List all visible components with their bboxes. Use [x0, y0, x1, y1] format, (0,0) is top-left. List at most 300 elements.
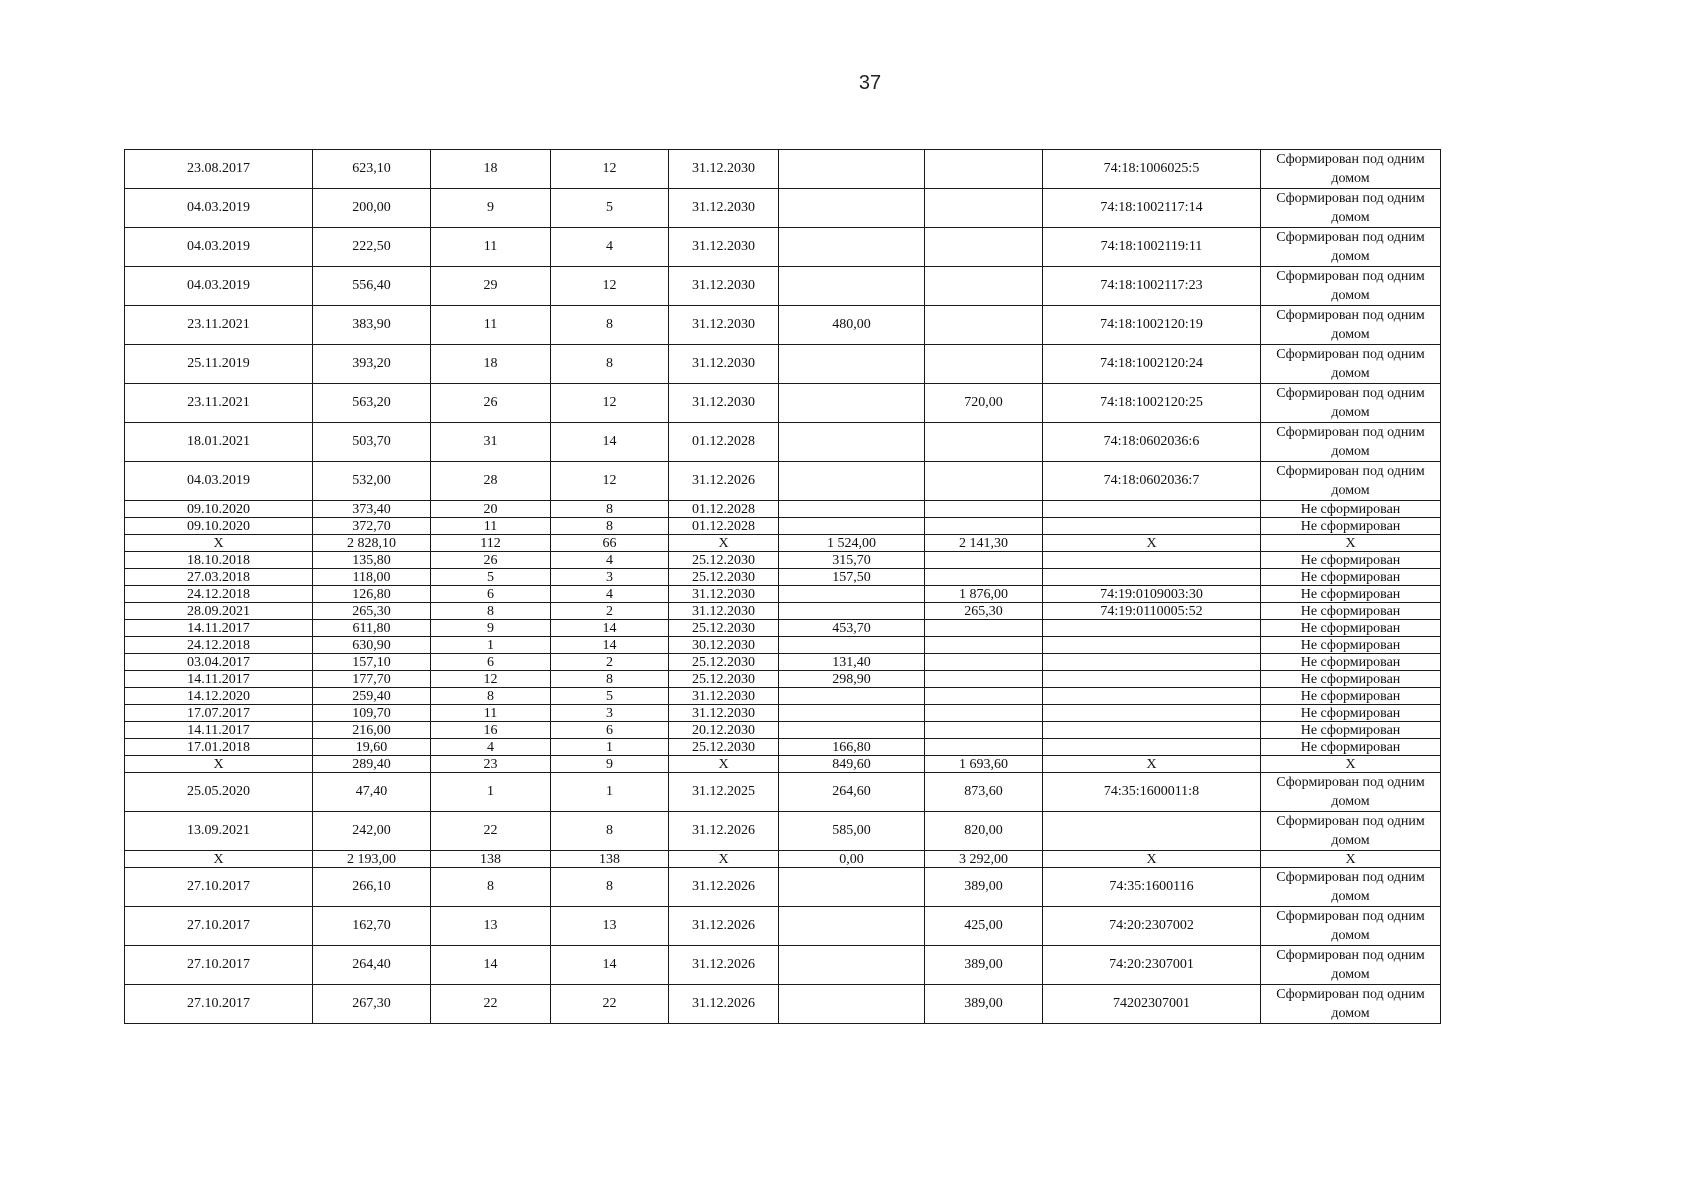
deadline-cell: 01.12.2028 — [669, 518, 779, 535]
value-a-cell: 315,70 — [779, 552, 925, 569]
count-b-cell: 5 — [551, 688, 669, 705]
area-cell: 393,20 — [313, 345, 431, 384]
count-a-cell: 29 — [431, 267, 551, 306]
date-cell: 24.12.2018 — [125, 637, 313, 654]
table-row — [125, 569, 1441, 586]
count-b-cell: 2 — [551, 654, 669, 671]
value-a-cell: 131,40 — [779, 654, 925, 671]
area-cell: 216,00 — [313, 722, 431, 739]
status-cell: Сформирован под одним домом — [1261, 462, 1441, 501]
count-a-cell: 9 — [431, 620, 551, 637]
area-cell: 118,00 — [313, 569, 431, 586]
cadastral-number-cell — [1043, 569, 1261, 586]
area-cell: 177,70 — [313, 671, 431, 688]
deadline-cell: 31.12.2030 — [669, 189, 779, 228]
table-row — [125, 722, 1441, 739]
area-cell: 264,40 — [313, 946, 431, 985]
value-a-cell: 157,50 — [779, 569, 925, 586]
value-b-cell — [925, 228, 1043, 267]
status-cell: Не сформирован — [1261, 552, 1441, 569]
count-a-cell: 1 — [431, 637, 551, 654]
area-cell: 532,00 — [313, 462, 431, 501]
status-cell: Сформирован под одним домом — [1261, 868, 1441, 907]
value-a-cell — [779, 985, 925, 1024]
cadastral-number-cell: 74:18:1002120:19 — [1043, 306, 1261, 345]
value-b-cell — [925, 189, 1043, 228]
count-b-cell: 6 — [551, 722, 669, 739]
area-cell: 289,40 — [313, 756, 431, 773]
status-cell: Сформирован под одним домом — [1261, 150, 1441, 189]
value-a-cell — [779, 518, 925, 535]
value-b-cell — [925, 345, 1043, 384]
table-row — [125, 462, 1441, 501]
count-b-cell: 14 — [551, 946, 669, 985]
value-b-cell: 265,30 — [925, 603, 1043, 620]
count-a-cell: 22 — [431, 812, 551, 851]
table-row — [125, 868, 1441, 907]
deadline-cell: 31.12.2030 — [669, 603, 779, 620]
table-row — [125, 671, 1441, 688]
deadline-cell: 25.12.2030 — [669, 620, 779, 637]
deadline-cell: 31.12.2030 — [669, 384, 779, 423]
date-cell: 09.10.2020 — [125, 501, 313, 518]
value-a-cell — [779, 189, 925, 228]
date-cell: 14.11.2017 — [125, 620, 313, 637]
count-b-cell: 4 — [551, 228, 669, 267]
count-a-cell: 26 — [431, 384, 551, 423]
count-b-cell: 12 — [551, 150, 669, 189]
table-row — [125, 384, 1441, 423]
status-cell: Сформирован под одним домом — [1261, 267, 1441, 306]
value-a-cell — [779, 228, 925, 267]
status-cell: Сформирован под одним домом — [1261, 189, 1441, 228]
count-b-cell: 1 — [551, 739, 669, 756]
date-cell: 25.05.2020 — [125, 773, 313, 812]
value-a-cell — [779, 722, 925, 739]
date-cell: 27.10.2017 — [125, 946, 313, 985]
table-row — [125, 345, 1441, 384]
cadastral-number-cell — [1043, 501, 1261, 518]
cadastral-number-cell: 74:18:0602036:6 — [1043, 423, 1261, 462]
deadline-cell: X — [669, 756, 779, 773]
date-cell: 25.11.2019 — [125, 345, 313, 384]
cadastral-number-cell: 74:18:1002117:14 — [1043, 189, 1261, 228]
date-cell: 04.03.2019 — [125, 189, 313, 228]
value-a-cell: 453,70 — [779, 620, 925, 637]
deadline-cell: 31.12.2026 — [669, 946, 779, 985]
value-a-cell — [779, 345, 925, 384]
count-b-cell: 14 — [551, 620, 669, 637]
count-b-cell: 1 — [551, 773, 669, 812]
count-a-cell: 11 — [431, 705, 551, 722]
value-b-cell: 389,00 — [925, 868, 1043, 907]
status-cell: Не сформирован — [1261, 586, 1441, 603]
date-cell: 23.08.2017 — [125, 150, 313, 189]
deadline-cell: 20.12.2030 — [669, 722, 779, 739]
status-cell: X — [1261, 535, 1441, 552]
count-b-cell: 3 — [551, 705, 669, 722]
value-a-cell — [779, 868, 925, 907]
date-cell: 14.12.2020 — [125, 688, 313, 705]
cadastral-number-cell — [1043, 739, 1261, 756]
table-row — [125, 228, 1441, 267]
date-cell: 18.10.2018 — [125, 552, 313, 569]
area-cell: 200,00 — [313, 189, 431, 228]
area-cell: 556,40 — [313, 267, 431, 306]
cadastral-number-cell — [1043, 688, 1261, 705]
table-row — [125, 423, 1441, 462]
value-a-cell — [779, 637, 925, 654]
value-b-cell — [925, 423, 1043, 462]
count-a-cell: 12 — [431, 671, 551, 688]
count-b-cell: 12 — [551, 384, 669, 423]
count-a-cell: 22 — [431, 985, 551, 1024]
deadline-cell: 25.12.2030 — [669, 552, 779, 569]
table-body — [125, 150, 1441, 1024]
deadline-cell: 31.12.2026 — [669, 462, 779, 501]
status-cell: Не сформирован — [1261, 688, 1441, 705]
table-row — [125, 189, 1441, 228]
count-a-cell: 14 — [431, 946, 551, 985]
value-a-cell: 264,60 — [779, 773, 925, 812]
value-a-cell: 1 524,00 — [779, 535, 925, 552]
value-a-cell — [779, 501, 925, 518]
area-cell: 19,60 — [313, 739, 431, 756]
count-a-cell: 9 — [431, 189, 551, 228]
deadline-cell: 31.12.2030 — [669, 228, 779, 267]
value-b-cell — [925, 518, 1043, 535]
count-b-cell: 14 — [551, 423, 669, 462]
count-b-cell: 138 — [551, 851, 669, 868]
cadastral-number-cell — [1043, 620, 1261, 637]
date-cell: 18.01.2021 — [125, 423, 313, 462]
deadline-cell: 31.12.2030 — [669, 586, 779, 603]
date-cell: 23.11.2021 — [125, 384, 313, 423]
count-a-cell: 8 — [431, 868, 551, 907]
status-cell: Не сформирован — [1261, 739, 1441, 756]
area-cell: 563,20 — [313, 384, 431, 423]
area-cell: 259,40 — [313, 688, 431, 705]
status-cell: Сформирован под одним домом — [1261, 384, 1441, 423]
date-cell: 04.03.2019 — [125, 267, 313, 306]
date-cell: 24.12.2018 — [125, 586, 313, 603]
cadastral-number-cell: 74:19:0110005:52 — [1043, 603, 1261, 620]
value-b-cell — [925, 637, 1043, 654]
value-a-cell: 585,00 — [779, 812, 925, 851]
count-b-cell: 8 — [551, 671, 669, 688]
count-b-cell: 8 — [551, 345, 669, 384]
deadline-cell: 31.12.2026 — [669, 985, 779, 1024]
deadline-cell: 31.12.2030 — [669, 688, 779, 705]
value-a-cell: 480,00 — [779, 306, 925, 345]
table-row — [125, 586, 1441, 603]
status-cell: X — [1261, 756, 1441, 773]
area-cell: 242,00 — [313, 812, 431, 851]
status-cell: Не сформирован — [1261, 705, 1441, 722]
value-a-cell: 849,60 — [779, 756, 925, 773]
value-b-cell — [925, 306, 1043, 345]
date-cell: 23.11.2021 — [125, 306, 313, 345]
value-a-cell: 166,80 — [779, 739, 925, 756]
cadastral-number-cell: 74:18:1006025:5 — [1043, 150, 1261, 189]
status-cell: Не сформирован — [1261, 637, 1441, 654]
date-cell: 27.10.2017 — [125, 907, 313, 946]
count-b-cell: 12 — [551, 462, 669, 501]
table-row — [125, 739, 1441, 756]
value-b-cell: 720,00 — [925, 384, 1043, 423]
status-cell: Не сформирован — [1261, 722, 1441, 739]
table-row — [125, 851, 1441, 868]
status-cell: Не сформирован — [1261, 620, 1441, 637]
deadline-cell: 01.12.2028 — [669, 501, 779, 518]
deadline-cell: 25.12.2030 — [669, 671, 779, 688]
value-b-cell: 820,00 — [925, 812, 1043, 851]
area-cell: 2 828,10 — [313, 535, 431, 552]
deadline-cell: 31.12.2030 — [669, 267, 779, 306]
count-b-cell: 9 — [551, 756, 669, 773]
value-b-cell — [925, 267, 1043, 306]
count-b-cell: 4 — [551, 552, 669, 569]
table-row — [125, 637, 1441, 654]
value-a-cell — [779, 688, 925, 705]
count-b-cell: 8 — [551, 518, 669, 535]
value-b-cell — [925, 620, 1043, 637]
cadastral-number-cell: X — [1043, 756, 1261, 773]
status-cell: Не сформирован — [1261, 569, 1441, 586]
cadastral-number-cell: 74:18:0602036:7 — [1043, 462, 1261, 501]
value-a-cell — [779, 384, 925, 423]
area-cell: 373,40 — [313, 501, 431, 518]
area-cell: 47,40 — [313, 773, 431, 812]
status-cell: Сформирован под одним домом — [1261, 907, 1441, 946]
value-b-cell — [925, 569, 1043, 586]
table-row — [125, 501, 1441, 518]
value-b-cell — [925, 671, 1043, 688]
cadastral-number-cell — [1043, 722, 1261, 739]
date-cell: 14.11.2017 — [125, 722, 313, 739]
cadastral-number-cell: 74:18:1002119:11 — [1043, 228, 1261, 267]
status-cell: Не сформирован — [1261, 654, 1441, 671]
count-b-cell: 66 — [551, 535, 669, 552]
value-b-cell — [925, 501, 1043, 518]
count-a-cell: 11 — [431, 518, 551, 535]
count-a-cell: 18 — [431, 345, 551, 384]
date-cell: X — [125, 851, 313, 868]
count-a-cell: 4 — [431, 739, 551, 756]
cadastral-number-cell: 74:18:1002120:25 — [1043, 384, 1261, 423]
date-cell: X — [125, 756, 313, 773]
table-row — [125, 907, 1441, 946]
value-b-cell: 873,60 — [925, 773, 1043, 812]
status-cell: Не сформирован — [1261, 518, 1441, 535]
value-a-cell: 0,00 — [779, 851, 925, 868]
table-row — [125, 688, 1441, 705]
count-a-cell: 8 — [431, 688, 551, 705]
count-a-cell: 8 — [431, 603, 551, 620]
table-row — [125, 773, 1441, 812]
value-b-cell: 1 876,00 — [925, 586, 1043, 603]
deadline-cell: 31.12.2026 — [669, 812, 779, 851]
status-cell: Сформирован под одним домом — [1261, 812, 1441, 851]
count-b-cell: 2 — [551, 603, 669, 620]
date-cell: 17.07.2017 — [125, 705, 313, 722]
status-cell: Сформирован под одним домом — [1261, 985, 1441, 1024]
date-cell: 13.09.2021 — [125, 812, 313, 851]
cadastral-number-cell — [1043, 671, 1261, 688]
value-a-cell — [779, 907, 925, 946]
date-cell: 27.03.2018 — [125, 569, 313, 586]
table-row — [125, 535, 1441, 552]
cadastral-number-cell — [1043, 637, 1261, 654]
deadline-cell: 31.12.2030 — [669, 345, 779, 384]
cadastral-number-cell: 74:35:1600116 — [1043, 868, 1261, 907]
deadline-cell: 25.12.2030 — [669, 739, 779, 756]
deadline-cell: 31.12.2026 — [669, 907, 779, 946]
count-b-cell: 14 — [551, 637, 669, 654]
count-b-cell: 8 — [551, 306, 669, 345]
table-row — [125, 705, 1441, 722]
count-b-cell: 4 — [551, 586, 669, 603]
area-cell: 266,10 — [313, 868, 431, 907]
date-cell: 27.10.2017 — [125, 985, 313, 1024]
count-a-cell: 5 — [431, 569, 551, 586]
value-b-cell — [925, 150, 1043, 189]
value-a-cell — [779, 267, 925, 306]
status-cell: Сформирован под одним домом — [1261, 306, 1441, 345]
table-row — [125, 756, 1441, 773]
deadline-cell: 31.12.2025 — [669, 773, 779, 812]
count-a-cell: 28 — [431, 462, 551, 501]
count-a-cell: 6 — [431, 654, 551, 671]
value-a-cell — [779, 586, 925, 603]
cadastral-number-cell: 74:18:1002117:23 — [1043, 267, 1261, 306]
value-b-cell: 2 141,30 — [925, 535, 1043, 552]
count-a-cell: 26 — [431, 552, 551, 569]
table-row — [125, 150, 1441, 189]
area-cell: 383,90 — [313, 306, 431, 345]
table-row — [125, 654, 1441, 671]
status-cell: Не сформирован — [1261, 603, 1441, 620]
count-a-cell: 112 — [431, 535, 551, 552]
value-b-cell: 425,00 — [925, 907, 1043, 946]
area-cell: 265,30 — [313, 603, 431, 620]
count-b-cell: 8 — [551, 501, 669, 518]
count-a-cell: 6 — [431, 586, 551, 603]
deadline-cell: 31.12.2030 — [669, 306, 779, 345]
area-cell: 109,70 — [313, 705, 431, 722]
deadline-cell: X — [669, 535, 779, 552]
value-a-cell — [779, 705, 925, 722]
count-b-cell: 3 — [551, 569, 669, 586]
deadline-cell: 31.12.2030 — [669, 705, 779, 722]
table-row — [125, 985, 1441, 1024]
cadastral-number-cell: 74:19:0109003:30 — [1043, 586, 1261, 603]
count-a-cell: 11 — [431, 228, 551, 267]
value-a-cell: 298,90 — [779, 671, 925, 688]
date-cell: 03.04.2017 — [125, 654, 313, 671]
value-a-cell — [779, 150, 925, 189]
count-a-cell: 16 — [431, 722, 551, 739]
table-row — [125, 812, 1441, 851]
date-cell: 04.03.2019 — [125, 228, 313, 267]
table-row — [125, 603, 1441, 620]
count-a-cell: 20 — [431, 501, 551, 518]
status-cell: X — [1261, 851, 1441, 868]
cadastral-number-cell — [1043, 705, 1261, 722]
count-b-cell: 22 — [551, 985, 669, 1024]
deadline-cell: 30.12.2030 — [669, 637, 779, 654]
value-a-cell — [779, 423, 925, 462]
count-a-cell: 23 — [431, 756, 551, 773]
area-cell: 267,30 — [313, 985, 431, 1024]
cadastral-number-cell: X — [1043, 535, 1261, 552]
count-a-cell: 11 — [431, 306, 551, 345]
count-b-cell: 13 — [551, 907, 669, 946]
cadastral-number-cell: 74:20:2307002 — [1043, 907, 1261, 946]
count-a-cell: 1 — [431, 773, 551, 812]
deadline-cell: 01.12.2028 — [669, 423, 779, 462]
deadline-cell: 25.12.2030 — [669, 569, 779, 586]
area-cell: 222,50 — [313, 228, 431, 267]
table-row — [125, 306, 1441, 345]
date-cell: 17.01.2018 — [125, 739, 313, 756]
value-b-cell — [925, 688, 1043, 705]
area-cell: 135,80 — [313, 552, 431, 569]
date-cell: X — [125, 535, 313, 552]
table-row — [125, 620, 1441, 637]
deadline-cell: 25.12.2030 — [669, 654, 779, 671]
area-cell: 503,70 — [313, 423, 431, 462]
status-cell: Не сформирован — [1261, 671, 1441, 688]
deadline-cell: X — [669, 851, 779, 868]
cadastral-number-cell — [1043, 812, 1261, 851]
value-b-cell: 389,00 — [925, 946, 1043, 985]
status-cell: Сформирован под одним домом — [1261, 423, 1441, 462]
value-b-cell: 3 292,00 — [925, 851, 1043, 868]
date-cell: 09.10.2020 — [125, 518, 313, 535]
cadastral-number-cell: 74:35:1600011:8 — [1043, 773, 1261, 812]
cadastral-number-cell — [1043, 518, 1261, 535]
date-cell: 14.11.2017 — [125, 671, 313, 688]
area-cell: 611,80 — [313, 620, 431, 637]
value-b-cell — [925, 722, 1043, 739]
cadastral-number-cell — [1043, 654, 1261, 671]
deadline-cell: 31.12.2026 — [669, 868, 779, 907]
status-cell: Сформирован под одним домом — [1261, 228, 1441, 267]
value-a-cell — [779, 462, 925, 501]
area-cell: 126,80 — [313, 586, 431, 603]
cadastral-number-cell: 74202307001 — [1043, 985, 1261, 1024]
count-a-cell: 13 — [431, 907, 551, 946]
value-b-cell — [925, 705, 1043, 722]
value-b-cell — [925, 739, 1043, 756]
date-cell: 28.09.2021 — [125, 603, 313, 620]
cadastral-number-cell: 74:18:1002120:24 — [1043, 345, 1261, 384]
count-b-cell: 5 — [551, 189, 669, 228]
value-b-cell: 389,00 — [925, 985, 1043, 1024]
value-a-cell — [779, 603, 925, 620]
value-b-cell — [925, 552, 1043, 569]
deadline-cell: 31.12.2030 — [669, 150, 779, 189]
status-cell: Сформирован под одним домом — [1261, 946, 1441, 985]
table-row — [125, 518, 1441, 535]
cadastral-number-cell: X — [1043, 851, 1261, 868]
area-cell: 623,10 — [313, 150, 431, 189]
table-row — [125, 552, 1441, 569]
count-b-cell: 8 — [551, 812, 669, 851]
value-b-cell — [925, 654, 1043, 671]
area-cell: 2 193,00 — [313, 851, 431, 868]
